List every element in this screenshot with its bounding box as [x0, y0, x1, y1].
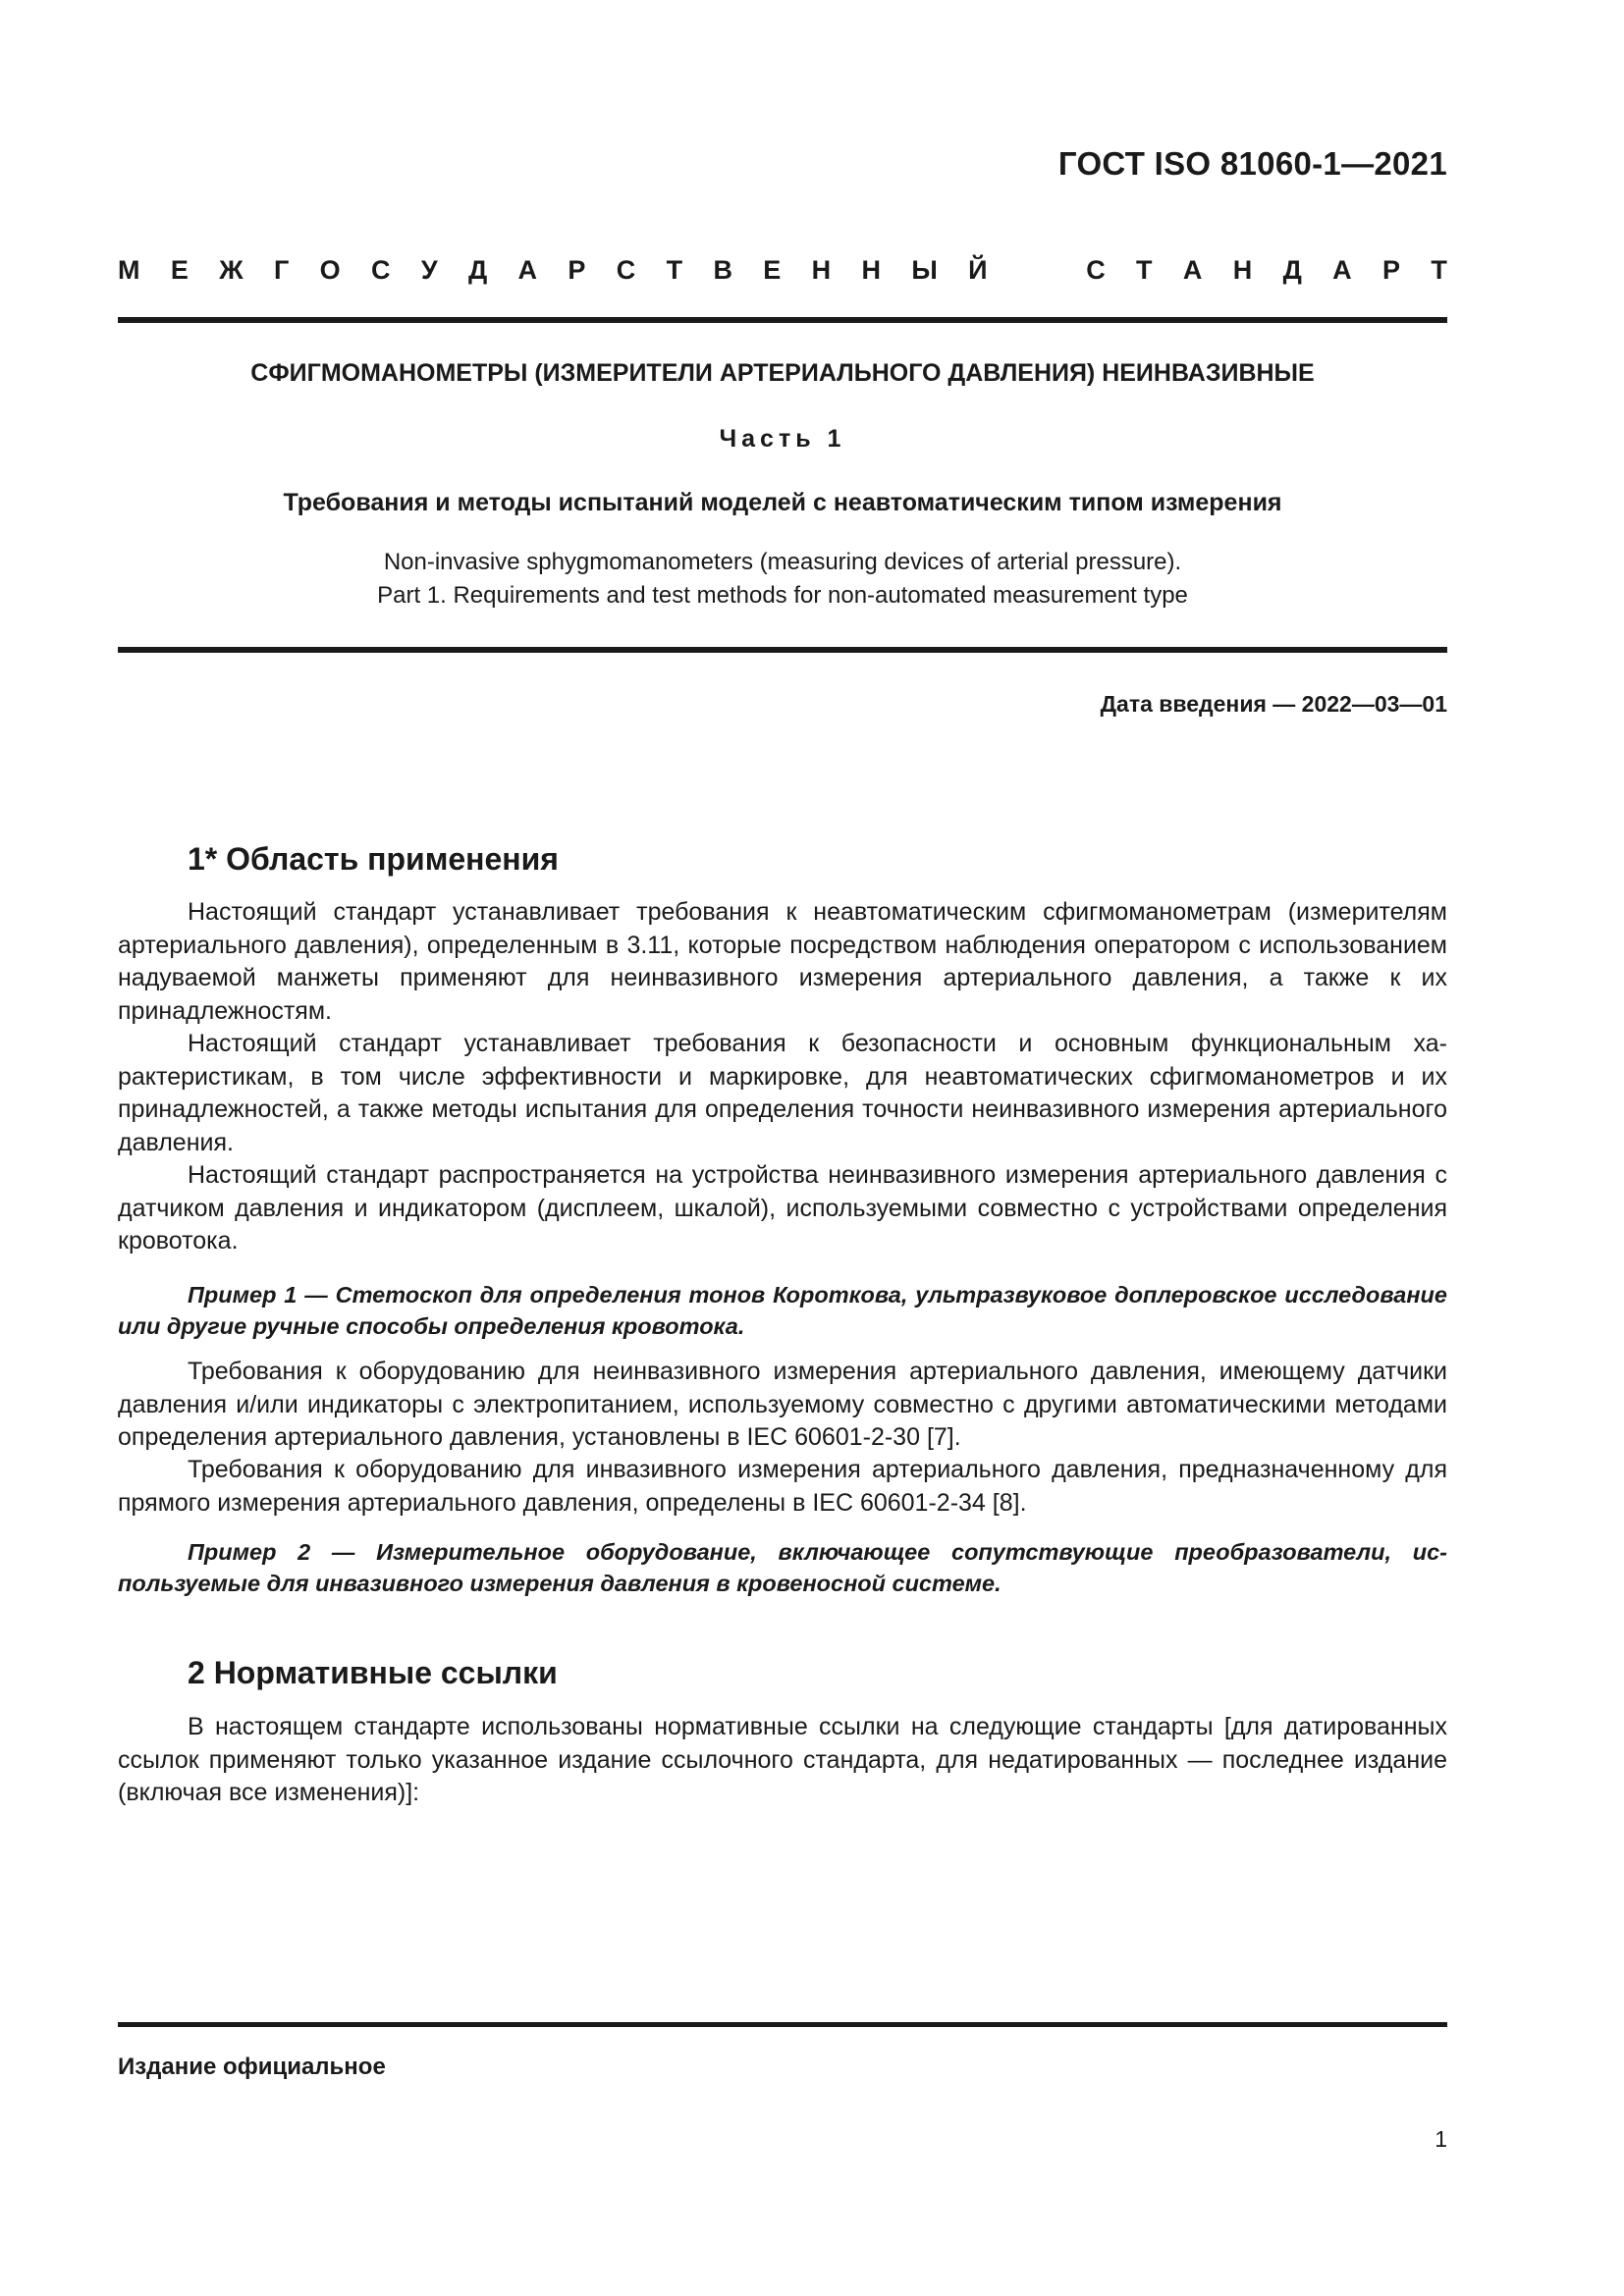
standard-type-letter: С [370, 255, 391, 285]
footer-divider [118, 2022, 1447, 2027]
page-number: 1 [1435, 2126, 1447, 2152]
example-note: Пример 1 — Стетоскоп для определения тонов Короткова, ультразвуковое доплеровское исследование или другие ручные способы определения кровотока. [118, 1282, 1447, 1339]
standard-type-letter: Т [1136, 255, 1153, 285]
standard-type-letter: Ж [219, 255, 244, 285]
standard-type-letter: Е [763, 255, 782, 285]
standard-type-letter: А [517, 255, 538, 285]
standard-type-letter: О [319, 255, 341, 285]
body-paragraph: Настоящий стандарт устанавливает требования к безопасности и основным функциональным характеристикам, в том числе эффективности и маркировке, для неавтоматических сфигмоманометров и их принадлежностей, а также методы испытания для определения точности неинвазивного измерения артериального давления. [118, 1030, 1447, 1156]
standard-type-letter: Т [666, 255, 683, 285]
standard-type-letter: Д [1282, 255, 1302, 285]
standard-type-heading [118, 253, 1447, 287]
standard-type-letter: Й [968, 255, 988, 285]
english-title [118, 546, 1447, 613]
english-title-line: Part 1. Requirements and test methods for non-automated measurement type [377, 582, 1188, 609]
body-paragraph: Требования к оборудованию для неинвазивного измерения артериального давления, имеющему датчики давления и/или индикаторы с электропитанием, используемому совместно с другими автоматическими методами определения артериального давления, установлены в IEC 60601-2-30 [7]. [118, 1358, 1447, 1451]
standard-type-letter: А [1182, 255, 1203, 285]
standard-type-letter: Н [1232, 255, 1253, 285]
section-heading: 1* Область применения [188, 841, 559, 877]
document-subtitle: Требования и методы испытаний моделей с неавтоматическим типом измерения [283, 489, 1282, 516]
standard-type-letter: Н [811, 255, 832, 285]
english-title-line: Non-invasive sphygmomanometers (measuring devices of arterial pressure). [383, 549, 1182, 575]
word-gap [1018, 253, 1056, 287]
document-title: СФИГМОМАНОМЕТРЫ (ИЗМЕРИТЕЛИ АРТЕРИАЛЬНОГО ДАВЛЕНИЯ) НЕИНВАЗИВНЫЕ [250, 359, 1315, 387]
top-divider [118, 317, 1447, 323]
standard-type-letter: Р [1382, 255, 1401, 285]
standard-type-letter: М [118, 255, 140, 285]
document-code: ГОСТ ISO 81060-1—2021 [1057, 145, 1447, 182]
standard-type-letter: В [713, 255, 732, 285]
body-paragraph: Требования к оборудованию для инвазивного измерения артериального давления, предназначенному для прямого измерения артериального давления, определены в IEC 60601-2-34 [8]. [118, 1456, 1447, 1517]
part-label: Часть 1 [719, 425, 846, 453]
title-divider [118, 647, 1447, 653]
body-paragraph: Настоящий стандарт распространяется на устройства неинвазивного измерения артериального давления с датчиком давления и индикатором (дисплеем, шкалой), используемыми совместно с устройствами определения кровотока. [118, 1161, 1447, 1255]
standard-type-letter: Е [170, 255, 189, 285]
example-note: Пример 2 — Измерительное оборудование, включающее сопутствующие преобразователи, используемые для инвазивного измерения давления в кровеносной системе. [118, 1539, 1447, 1596]
standard-type-letter: Р [568, 255, 586, 285]
section-heading: 2 Нормативные ссылки [188, 1655, 558, 1690]
standard-type-letter: Н [861, 255, 881, 285]
body-paragraph: В настоящем стандарте использованы нормативные ссылки на следующие стандарты [для датированных ссылок применяют только указанное издание ссылочного стандарта, для недатированных — последнее издание (включая все изменения)]: [118, 1713, 1447, 1806]
standard-type-letter: Т [1431, 255, 1447, 285]
standard-type-letter: С [1086, 255, 1106, 285]
standard-type-letter: У [420, 255, 438, 285]
introduction-date: Дата введения — 2022—03—01 [1100, 691, 1447, 717]
standard-type-letter: А [1332, 255, 1352, 285]
body-paragraph: Настоящий стандарт устанавливает требования к неавтоматическим сфигмоманометрам (измерителям артериального давления), определенным в 3.11, которые посредством наблюдения оператором с использованием надуваемой манжеты применяют для неинвазивного измерения артериального давления, а также к их принадлежностям. [118, 898, 1447, 1025]
edition-label: Издание официальное [118, 2054, 386, 2080]
standard-type-letter: С [616, 255, 636, 285]
standard-type-letter: Д [467, 255, 488, 285]
document-page [118, 0, 1447, 2296]
standard-type-letter: Ы [911, 255, 938, 285]
standard-type-letter: Г [273, 255, 290, 285]
